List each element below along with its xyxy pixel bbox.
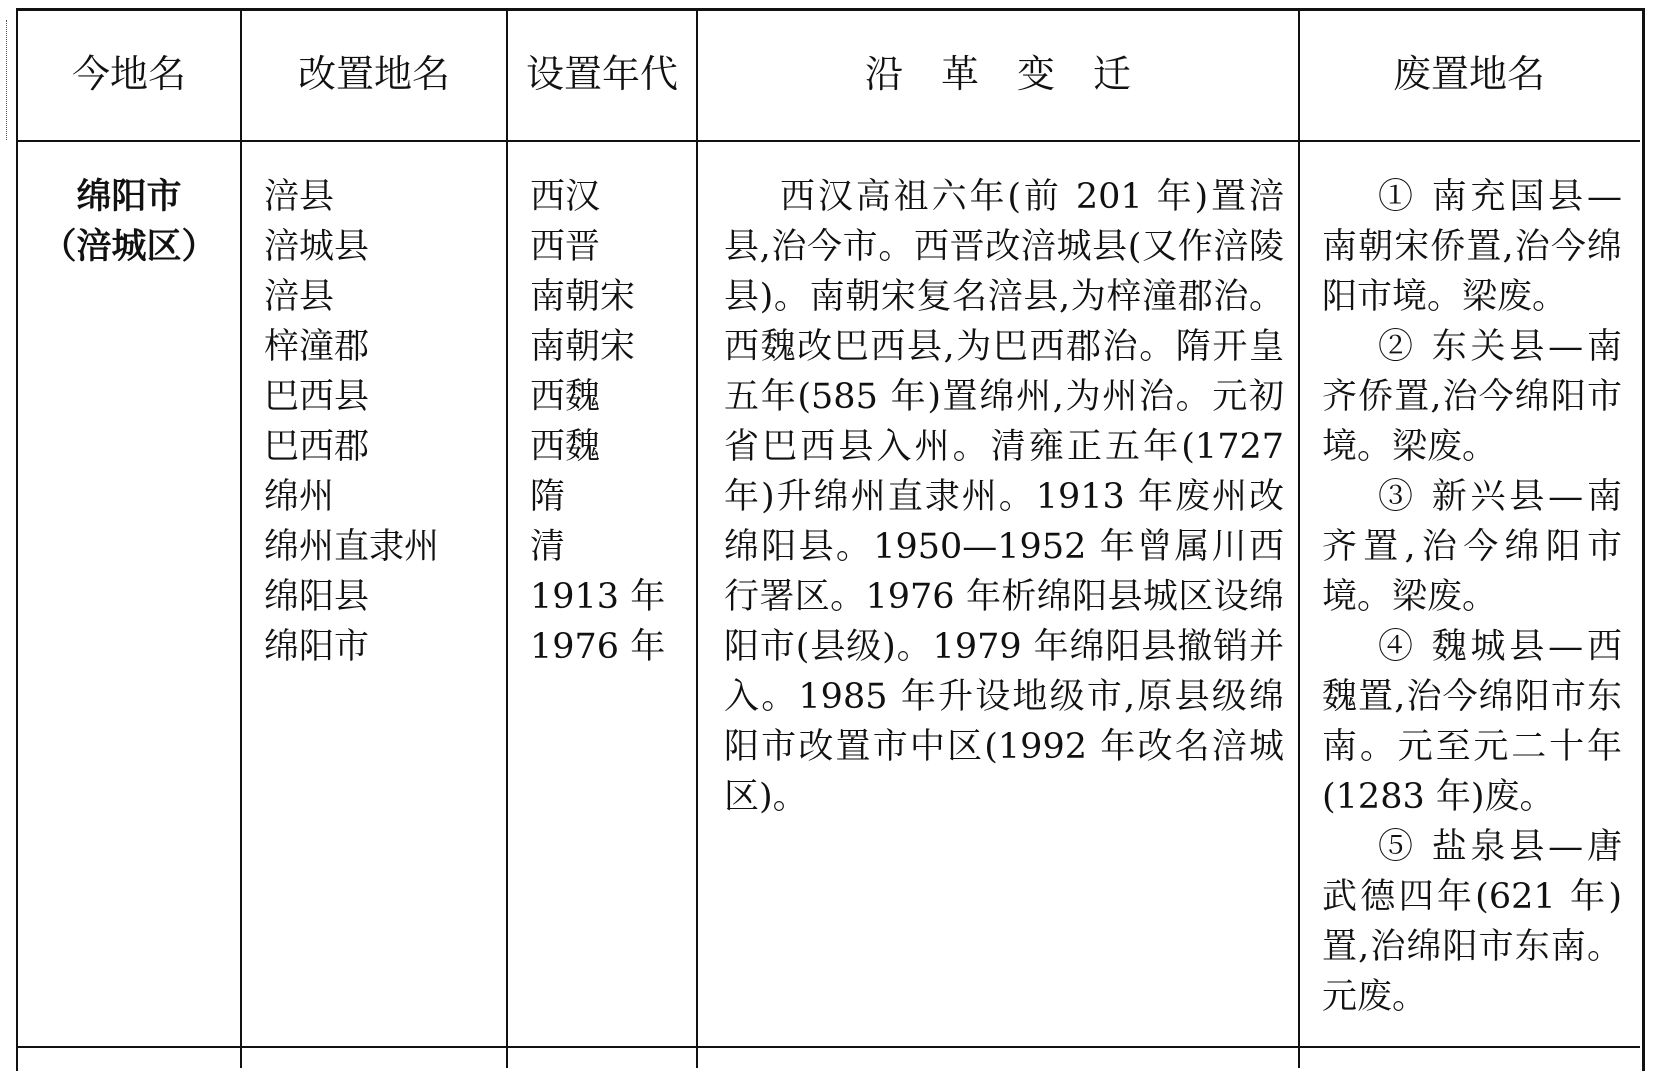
list-item: ⑤ 盐泉县—唐武德四年(621 年)置,治绵阳市东南。元废。	[1322, 827, 1622, 1017]
list-item: 涪县	[264, 177, 335, 217]
list-item: 隋	[530, 477, 566, 517]
row-separator	[16, 1046, 1640, 1048]
changed-names-list	[264, 172, 504, 672]
list-item: 西汉	[530, 177, 601, 217]
current-name: 绵阳市	[76, 176, 182, 217]
header-history: 沿 革 变 迁	[864, 52, 1131, 96]
list-item: 巴西郡	[264, 427, 370, 467]
header-separator	[16, 140, 1640, 142]
list-item: 清	[530, 527, 566, 567]
list-item: 绵阳县	[264, 577, 370, 617]
list-item: 绵州	[264, 477, 335, 517]
list-item: 巴西县	[264, 377, 370, 417]
page-edge-mark	[0, 20, 7, 140]
list-item: 绵州直隶州	[264, 527, 440, 567]
column-divider	[240, 8, 242, 1068]
list-item: 西晋	[530, 227, 601, 267]
list-item: 绵阳市	[264, 627, 370, 667]
list-item: ③ 新兴县—南齐置,治今绵阳市境。梁废。	[1322, 477, 1622, 617]
list-item: 1913 年	[530, 577, 666, 617]
list-item: ① 南充国县—南朝宋侨置,治今绵阳市境。梁废。	[1322, 177, 1622, 317]
history-paragraph: 西汉高祖六年(前 201 年)置涪县,治今市。西晋改涪城县(又作涪陵县)。南朝宋复名涪县,为梓潼郡治。西魏改巴西县,为巴西郡治。隋开皇五年(585 年)置绵州,为州治。元初省巴西县入州。清雍正五年(1727 年)升绵州直隶州。1913 年废州改绵阳县。1950—1952 年曾属川西行署区。1976 年析绵阳县城区设绵阳市(县级)。1979 年绵阳县撤销并入。1985 年升设地级市,原县级绵阳市改置市中区(1992 年改名涪城区)。	[724, 177, 1284, 817]
current-name-district: （涪城区）	[41, 226, 217, 267]
list-item: 涪县	[264, 277, 335, 317]
abolished-list	[1322, 172, 1622, 1022]
header-current-name: 今地名	[71, 52, 186, 96]
list-item: ④ 魏城县—西魏置,治今绵阳市东南。元至元二十年(1283 年)废。	[1322, 627, 1622, 817]
list-item: 南朝宋	[530, 277, 636, 317]
list-item: 西魏	[530, 377, 601, 417]
column-divider	[696, 8, 698, 1068]
list-item: 1976 年	[530, 627, 666, 667]
header-abolished: 废置地名	[1392, 52, 1545, 96]
current-name-cell	[18, 172, 240, 272]
list-item: 梓潼郡	[264, 327, 370, 367]
list-item: 西魏	[530, 427, 601, 467]
list-item: ② 东关县—南齐侨置,治今绵阳市境。梁废。	[1322, 327, 1622, 467]
column-divider	[506, 8, 508, 1068]
list-item: 南朝宋	[530, 327, 636, 367]
header-changed-names: 改置地名	[297, 52, 450, 96]
header-period: 设置年代	[525, 52, 678, 96]
list-item: 涪城县	[264, 227, 370, 267]
periods-list	[530, 172, 694, 672]
column-divider	[1298, 8, 1300, 1068]
